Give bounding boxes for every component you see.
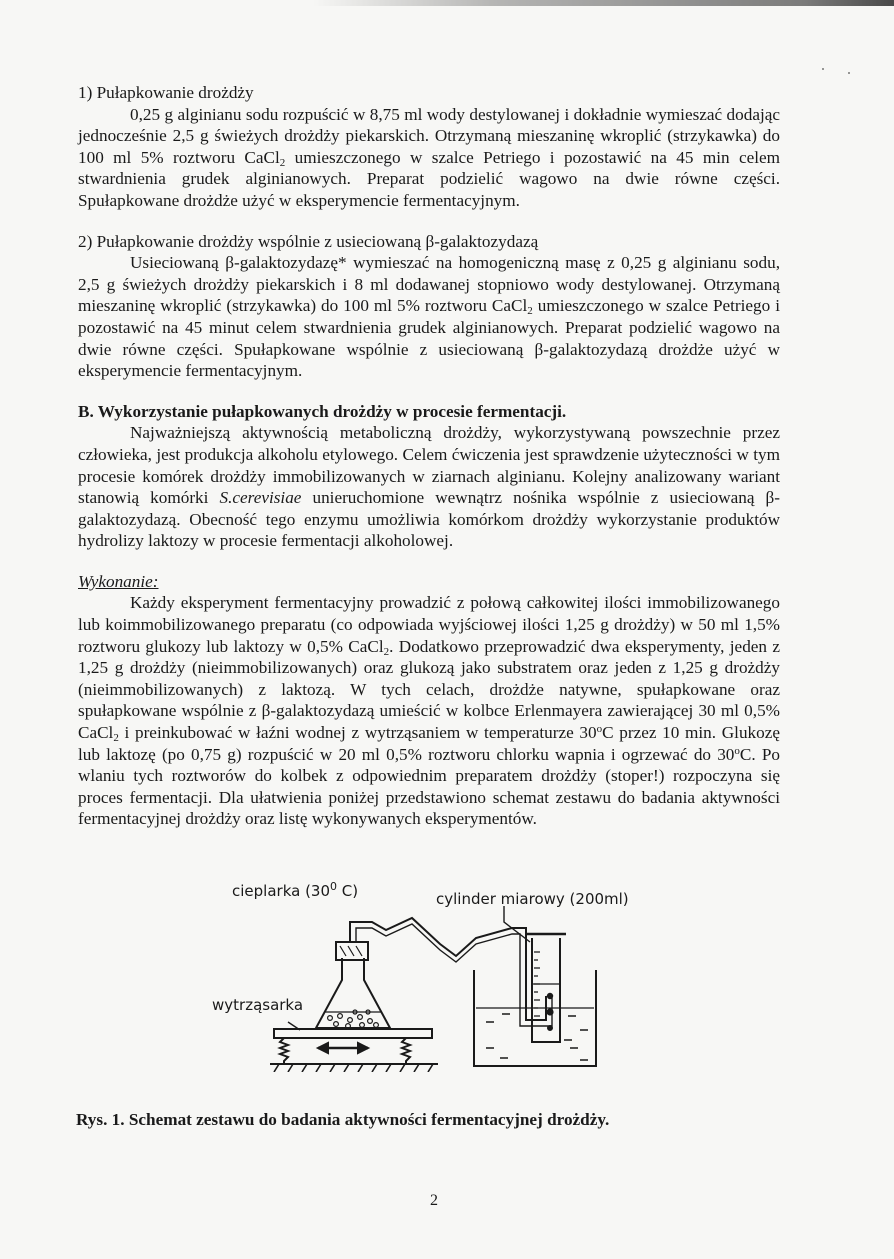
superscript: o bbox=[596, 723, 603, 736]
text-run: C przez 10 min. Glukozę lub laktozę (po 0,75 g) rozpuścić w 20 ml 0,5% roztworu chlorku wapnia i ogrzewać do 30 bbox=[78, 723, 780, 764]
apparatus-diagram bbox=[200, 872, 660, 1072]
text-run: i preinkubować w łaźni wodnej z wytrząsaniem w temperaturze 30 bbox=[118, 723, 597, 743]
section-2 bbox=[78, 231, 780, 382]
text-run: umieszczonego w szalce Petriego i pozostawić na 45 minut celem stwardnienia grudek alginianowych. Preparat podzielić wagowo na dwie równe części. Spułapkowane wspólnie z usieciowaną β-galaktozydazą drożdże użyć w eksperymencie fermentacyjnym. bbox=[78, 296, 780, 381]
section-wykonanie bbox=[78, 571, 780, 830]
ground-hatching bbox=[274, 1064, 433, 1072]
shaker-label: wytrząsarka bbox=[212, 996, 304, 1014]
text-run: Każdy eksperyment fermentacyjny prowadzić z połową całkowitej ilości immobilizowanego lub koimmobilizowanego preparatu (co odpowiada wyjściowej ilości 1,25 g drożdży) w 50 ml 1,5% roztworu glukozy lub laktozy w 0,5% CaCl bbox=[78, 593, 780, 656]
document-body bbox=[78, 82, 780, 830]
spring-right bbox=[402, 1038, 410, 1064]
subscript: 2 bbox=[279, 156, 286, 169]
scan-speck bbox=[848, 72, 850, 74]
subscript: 2 bbox=[383, 645, 390, 658]
text-run: unieruchomione wewnątrz nośnika wspólnie z usieciowaną β-galaktozydazą. Obecność tego enzymu umożliwia komórkom drożdży wykorzystanie produktów hydrolizy laktozy w procesie fermentacji alkoholowej. bbox=[78, 488, 781, 551]
incubator-label: cieplarka ($30^0$ C) bbox=[232, 880, 359, 900]
text-run: C. Po wlaniu tych roztworów do kolbek z odpowiednim preparatem drożdży (stoper!) rozpoczyna się proces fermentacji. Dla ułatwienia poniżej przedstawiono schemat zestawu do badania aktywności fermentacyjnej drożdży oraz listę wykonywanych eksperymentów. bbox=[78, 744, 780, 829]
text-run: 0,25 g alginianu sodu rozpuścić w 8,75 ml wody destylowanej i dokładnie wymieszać dodając jednocześnie 2,5 g świeżych drożdży piekarskich. Otrzymaną mieszaninę wkroplić (strzykawka) do 100 ml 5% roztworu CaCl bbox=[78, 104, 780, 167]
subscript: 2 bbox=[527, 305, 533, 318]
page-number: 2 bbox=[430, 1192, 438, 1209]
spring-left bbox=[280, 1038, 288, 1064]
scan-edge-shadow bbox=[0, 0, 894, 6]
section-b-paragraph bbox=[78, 422, 780, 552]
section-1 bbox=[78, 82, 780, 212]
gas-tube bbox=[350, 918, 546, 1020]
cylinder-label: cylinder miarowy (200ml) bbox=[436, 890, 629, 908]
species-name: S.cerevisiae bbox=[219, 488, 302, 508]
scan-speck bbox=[822, 68, 824, 70]
text-run: . Dodatkowo przeprowadzić dwa eksperymenty, jeden z 1,25 g drożdży (nieimmobilizowanych) oraz glukozą jako substratem oraz jeden z 1,25 g drożdży (nieimmobilizowanych) z laktozą. W tych celach, drożdże natywne, spułapkowane oraz spułapkowane wspólnie z β-galaktozydazą umieścić w kolbce Erlenmayera zawierającej 30 ml 0,5% CaCl bbox=[78, 636, 780, 743]
superscript: o bbox=[734, 744, 740, 757]
section-1-paragraph bbox=[78, 104, 780, 212]
text-run: umieszczonego w szalce Petriego i pozostawić na 45 min celem stwardnienia grudek alginianowych. Preparat podzielić wagowo na dwie równe części. Spułapkowane drożdże użyć w eksperymencie fermentacyjnym. bbox=[78, 147, 781, 210]
section-b-heading: B. Wykorzystanie pułapkowanych drożdży w procesie fermentacji. bbox=[78, 401, 567, 421]
text-run: Najważniejszą aktywnością metaboliczną drożdży, wykorzystywaną powszechnie przez człowieka, jest produkcja alkoholu etylowego. Celem ćwiczenia jest sprawdzenie użyteczności w tym procesie komórek drożdży immobilizowanych w ziarnach alginianu. Kolejny analizowany wariant stanowią komórki bbox=[78, 423, 780, 508]
shaker-platform bbox=[274, 1029, 432, 1038]
wykonanie-paragraph bbox=[78, 592, 780, 830]
section-2-heading: 2) Pułapkowanie drożdży wspólnie z usieciowaną β-galaktozydazą bbox=[78, 231, 539, 251]
text-run: Usieciowaną β-galaktozydazę* wymieszać na homogeniczną masę z 0,25 g alginianu sodu, 2,5 g świeżych drożdży piekarskich i 8 ml dodawanej stopniowo wody destylowanej. Otrzymaną mieszaninę wkroplić (strzykawka) do 100 ml 5% roztworu CaCl bbox=[78, 253, 780, 316]
wykonanie-heading: Wykonanie: bbox=[78, 571, 159, 591]
subscript: 2 bbox=[113, 732, 119, 745]
figure-caption: Rys. 1. Schemat zestawu do badania aktywności fermentacyjnej drożdży. bbox=[76, 1110, 610, 1129]
section-b bbox=[78, 401, 780, 552]
section-2-paragraph bbox=[78, 252, 780, 382]
alginate-beads bbox=[328, 1010, 379, 1028]
section-1-heading: 1) Pułapkowanie drożdży bbox=[78, 83, 254, 102]
apparatus-drawing bbox=[200, 872, 660, 1072]
flask-stopper bbox=[336, 942, 368, 960]
